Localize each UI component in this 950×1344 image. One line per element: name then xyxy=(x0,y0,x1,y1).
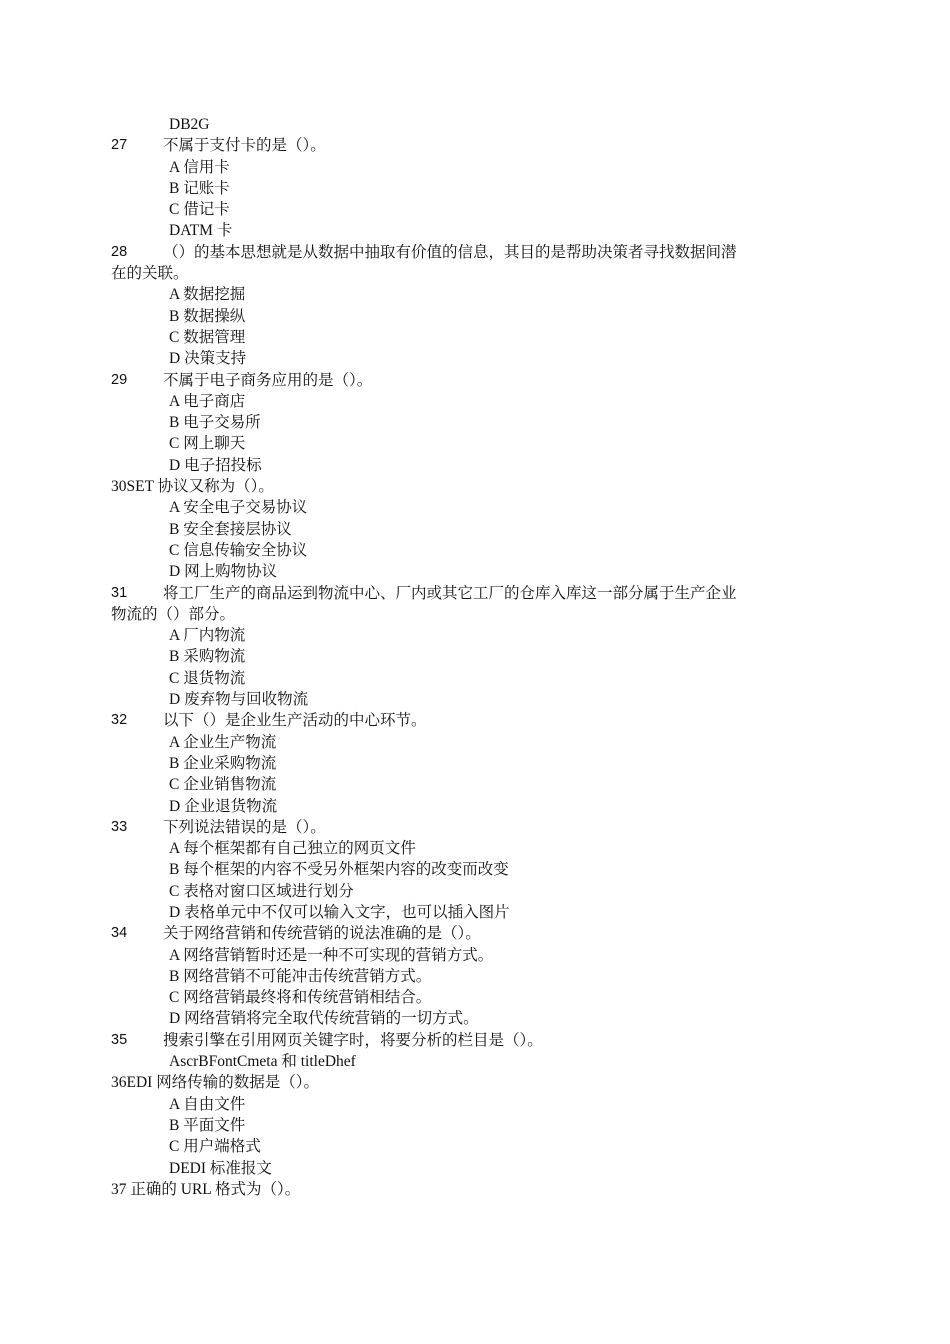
answer-option: C 借记卡 xyxy=(169,201,230,219)
answer-option: D 网络营销将完全取代传统营销的一切方式。 xyxy=(169,1010,479,1028)
answer-option: AscrBFontCmeta 和 titleDhef xyxy=(169,1053,356,1071)
answer-option: D 企业退货物流 xyxy=(169,797,278,815)
answer-option: B 记账卡 xyxy=(169,179,230,197)
question-list xyxy=(111,114,801,1200)
answer-option: D 电子招投标 xyxy=(169,456,262,474)
question-line xyxy=(111,583,801,604)
answer-option: C 信息传输安全协议 xyxy=(169,541,308,559)
question-text: （）的基本思想就是从数据中抽取有价值的信息，其目的是帮助决策者寻找数据间潜 xyxy=(163,243,737,261)
answer-option: C 用户端格式 xyxy=(169,1138,261,1156)
text-line: 在的关联。 xyxy=(111,265,189,283)
question-text: 下列说法错误的是（）。 xyxy=(163,818,326,836)
question-line xyxy=(111,1030,801,1051)
answer-option: B 采购物流 xyxy=(169,648,246,666)
answer-option: C 数据管理 xyxy=(169,328,246,346)
answer-option: A 信用卡 xyxy=(169,158,230,176)
question-number: 32 xyxy=(111,712,128,729)
question-number: 28 xyxy=(111,243,128,260)
answer-option: C 企业销售物流 xyxy=(169,776,277,794)
text-line: 物流的（）部分。 xyxy=(111,605,236,623)
answer-option: A 网络营销暂时还是一种不可实现的营销方式。 xyxy=(169,946,494,964)
answer-option: B 电子交易所 xyxy=(169,414,261,432)
question-line xyxy=(111,710,801,731)
question-line xyxy=(111,817,801,838)
question-line xyxy=(111,370,801,391)
answer-option: A 数据挖掘 xyxy=(169,286,246,304)
question-text: 将工厂生产的商品运到物流中心、厂内或其它工厂的仓库入库这一部分属于生产企业 xyxy=(163,584,737,602)
answer-option: B 安全套接层协议 xyxy=(169,520,292,538)
question-text: 以下（）是企业生产活动的中心环节。 xyxy=(163,712,427,730)
text-line: 36EDI 网络传输的数据是（）。 xyxy=(111,1074,319,1092)
question-number: 34 xyxy=(111,925,128,942)
question-number: 29 xyxy=(111,371,128,388)
answer-option: DATM 卡 xyxy=(169,222,233,240)
answer-option: B 每个框架的内容不受另外框架内容的改变而改变 xyxy=(169,861,509,879)
answer-option: C 表格对窗口区域进行划分 xyxy=(169,882,354,900)
answer-option: A 自由文件 xyxy=(169,1095,246,1113)
question-text: 不属于电子商务应用的是（）。 xyxy=(163,371,373,389)
answer-option: A 安全电子交易协议 xyxy=(169,499,308,517)
answer-option: D 表格单元中不仅可以输入文字，也可以插入图片 xyxy=(169,903,510,921)
answer-option: D 决策支持 xyxy=(169,350,247,368)
answer-option: A 每个框架都有自己独立的网页文件 xyxy=(169,840,416,858)
answer-option: B 数据操纵 xyxy=(169,307,246,325)
answer-option: D 废弃物与回收物流 xyxy=(169,691,309,709)
text-line: 37 正确的 URL 格式为（）。 xyxy=(111,1180,301,1198)
question-line xyxy=(111,135,801,156)
answer-option: B 平面文件 xyxy=(169,1116,246,1134)
answer-option: A 企业生产物流 xyxy=(169,733,277,751)
question-text: 不属于支付卡的是（）。 xyxy=(163,137,326,155)
answer-option: DEDI 标准报文 xyxy=(169,1159,272,1177)
question-number: 31 xyxy=(111,584,128,601)
answer-option: C 网上聊天 xyxy=(169,435,246,453)
answer-option: D 网上购物协议 xyxy=(169,563,278,581)
text-line: 30SET 协议又称为（）。 xyxy=(111,478,274,496)
answer-option: DB2G xyxy=(169,116,210,133)
question-number: 33 xyxy=(111,818,128,835)
answer-option: B 网络营销不可能冲击传统营销方式。 xyxy=(169,967,432,985)
question-text: 关于网络营销和传统营销的说法准确的是（）。 xyxy=(163,925,481,943)
question-text: 搜索引擎在引用网页关键字时，将要分析的栏目是（）。 xyxy=(163,1031,543,1049)
question-line xyxy=(111,923,801,944)
answer-option: B 企业采购物流 xyxy=(169,754,277,772)
answer-option: A 厂内物流 xyxy=(169,627,246,645)
answer-option: C 网络营销最终将和传统营销相结合。 xyxy=(169,989,432,1007)
question-number: 27 xyxy=(111,137,128,154)
answer-option: C 退货物流 xyxy=(169,669,246,687)
answer-option: A 电子商店 xyxy=(169,392,246,410)
question-number: 35 xyxy=(111,1031,128,1048)
question-line xyxy=(111,242,801,263)
